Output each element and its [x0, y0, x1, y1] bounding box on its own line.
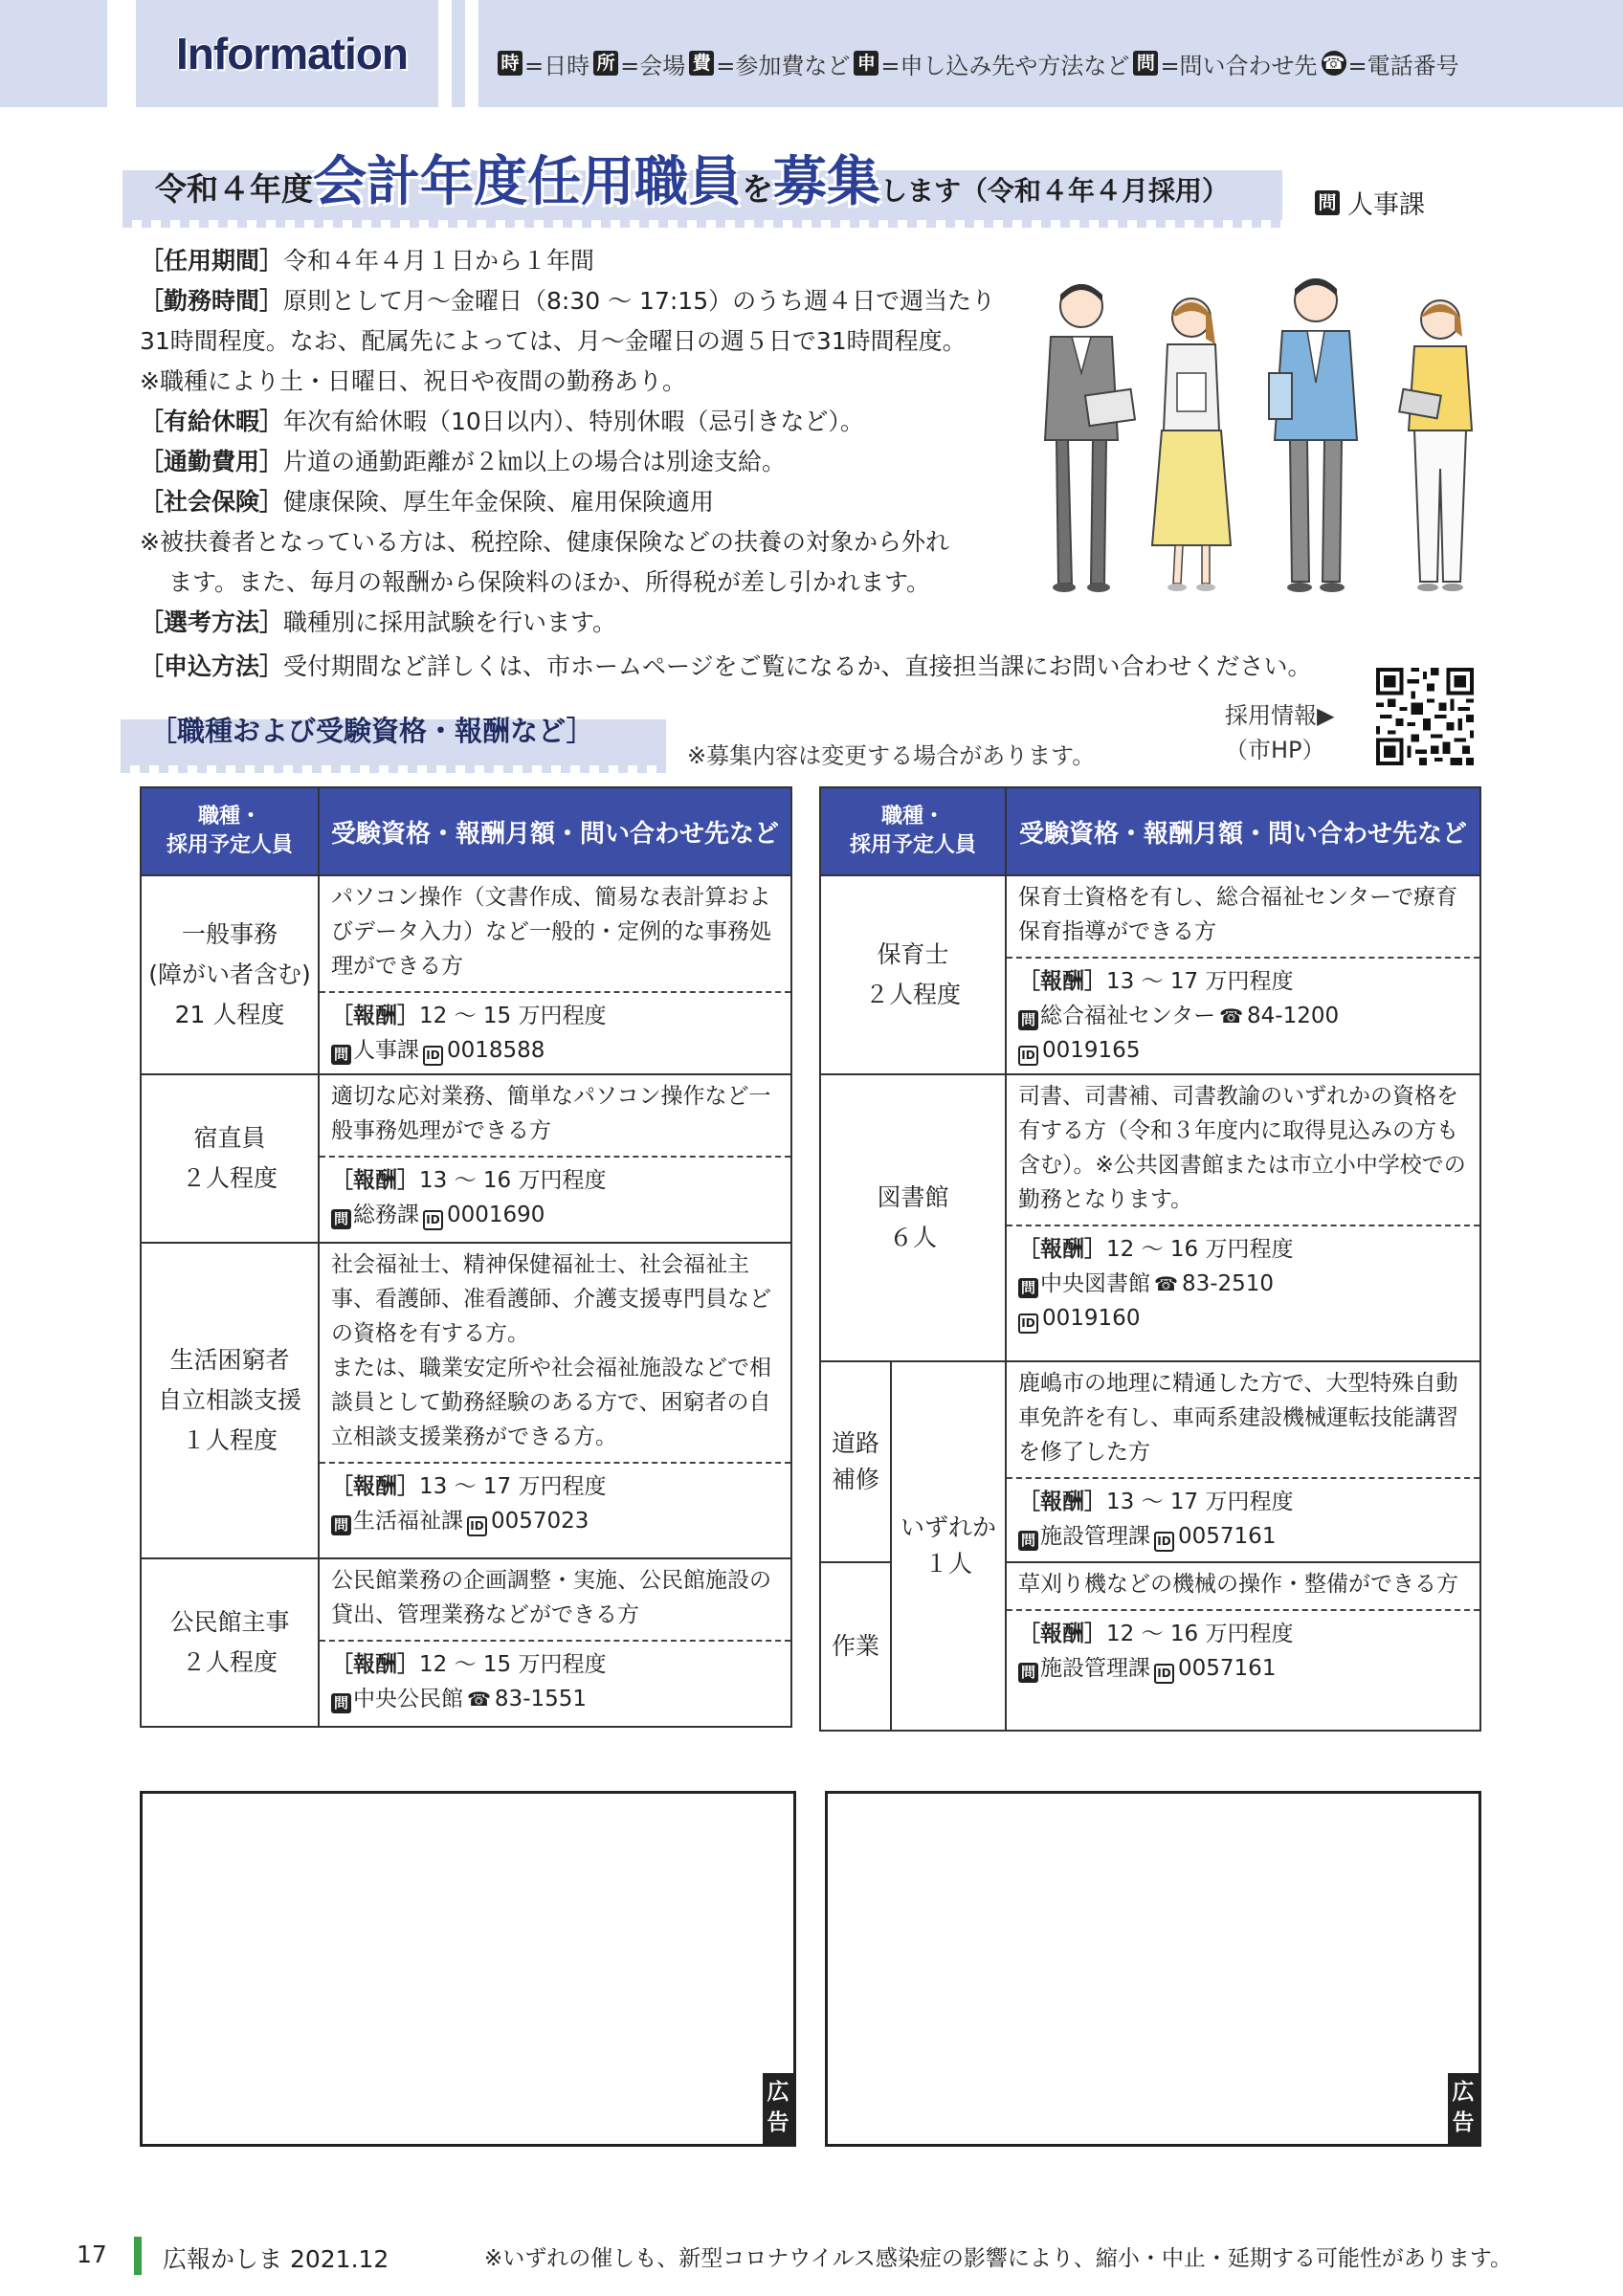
icon-legend	[498, 44, 1463, 82]
table-header-row	[820, 787, 1480, 875]
inquiry-icon: 問	[1315, 190, 1340, 215]
id-icon: ID	[423, 1210, 443, 1230]
ad-box-right[interactable]	[825, 1791, 1481, 2147]
body-line: ［通勤費用］片道の通勤距離が２㎞以上の場合は別途支給。	[140, 448, 787, 475]
job-name: 公民館主事 ２人程度	[141, 1558, 319, 1727]
table-header-row	[141, 787, 791, 875]
job-name: 道路 補修	[820, 1361, 891, 1562]
header-band-divider	[452, 0, 465, 107]
table-row	[820, 1361, 1480, 1562]
job-details: 草刈り機などの機械の操作・整備ができる方 ［報酬］12 ～ 16 万円程度 問 施設管理課 ID 0057161	[1006, 1562, 1480, 1731]
id-icon: ID	[423, 1046, 443, 1066]
phone-icon: ☎	[1154, 1272, 1178, 1295]
body-line: ※被扶養者となっている方は、税控除、健康保険などの扶養の対象から外れ	[140, 528, 949, 556]
job-headcount: いずれか １人	[891, 1361, 1006, 1731]
figure-man-blue	[1269, 278, 1357, 592]
table-row	[141, 1558, 791, 1727]
id-icon: ID	[1018, 1046, 1038, 1066]
footer-accent-bar	[134, 2237, 142, 2275]
apply-method: ［申込方法］受付期間など詳しくは、市ホームページをご覧になるか、直接担当課にお問い合わせください。	[140, 652, 1312, 680]
article-contact: 問 人事課	[1315, 184, 1425, 221]
publication-name: 広報かしま 2021.12	[163, 2245, 389, 2273]
header-band-left	[0, 0, 107, 107]
inquiry-icon: 問	[331, 1515, 351, 1535]
inquiry-icon: 問	[1018, 1010, 1038, 1030]
phone-icon: ☎	[1322, 53, 1345, 74]
job-details: 鹿嶋市の地理に精通した方で、大型特殊自動車免許を有し、車両系建設機械運転技能講習を修了した方 ［報酬］13 ～ 17 万円程度 問 施設管理課 ID 0057161	[1006, 1361, 1480, 1562]
job-name: 作業	[820, 1562, 891, 1731]
body-line: ［選考方法］職種別に採用試験を行います。	[140, 608, 617, 636]
ad-tag: 広告	[1448, 2073, 1478, 2144]
venue-icon: 所	[593, 51, 618, 76]
job-name: 一般事務 (障がい者含む) 21 人程度	[141, 875, 319, 1074]
datetime-icon: 時	[498, 51, 522, 76]
job-details: パソコン操作（文書作成、簡易な表計算およびデータ入力）など一般的・定例的な事務処理ができる方 ［報酬］12 ～ 15 万円程度 問 人事課 ID 0018588	[319, 875, 791, 1074]
legend-datetime: 時 =日時	[498, 47, 589, 80]
apply-icon: 申	[854, 51, 878, 76]
figure-woman-papers	[1152, 298, 1231, 591]
body-line: ［任用期間］令和４年４月１日から１年間	[140, 247, 595, 275]
col-header-job: 職種・ 採用予定人員	[820, 787, 1006, 875]
jobs-table-right	[819, 786, 1481, 1732]
job-details: 司書、司書補、司書教諭のいずれかの資格を有する方（令和３年度内に取得見込みの方も含む）。※公共図書館または市立小中学校での勤務となります。 ［報酬］12 ～ 16 万円程度 問 中央図書館 ☎ 83-2510 ID 0019160	[1006, 1074, 1480, 1361]
section-note: ※募集内容は変更する場合があります。	[687, 742, 1096, 769]
job-name: 保育士 ２人程度	[820, 875, 1006, 1074]
legend-inquiry: 問 =問い合わせ先	[1133, 47, 1317, 80]
col-header-job: 職種・ 採用予定人員	[141, 787, 319, 875]
id-icon: ID	[1018, 1314, 1038, 1334]
section-title: ［職種および受験資格・報酬など］	[149, 715, 594, 747]
table-row	[820, 875, 1480, 1074]
page-number: 17	[77, 2241, 107, 2268]
job-name: 宿直員 ２人程度	[141, 1074, 319, 1243]
inquiry-icon: 問	[331, 1045, 351, 1065]
job-name: 図書館 ６人	[820, 1074, 1006, 1361]
inquiry-icon: 問	[1018, 1531, 1038, 1551]
body-line: ［勤務時間］原則として月～金曜日（8:30 ～ 17:15）のうち週４日で週当たり	[140, 287, 996, 315]
table-row	[141, 1243, 791, 1558]
legend-apply: 申 =申し込み先や方法など	[854, 47, 1129, 80]
col-header-details: 受験資格・報酬月額・問い合わせ先など	[1006, 787, 1480, 875]
id-icon: ID	[467, 1516, 487, 1536]
body-line: ［社会保険］健康保険、厚生年金保険、雇用保険適用	[140, 488, 715, 516]
job-details: 保育士資格を有し、総合福祉センターで療育保育指導ができる方 ［報酬］13 ～ 17 万円程度 問 総合福祉センター ☎ 84-1200 ID 0019165	[1006, 875, 1480, 1074]
id-icon: ID	[1154, 1532, 1174, 1552]
page-footer	[0, 2233, 1623, 2281]
body-line: ます。また、毎月の報酬から保険料のほか、所得税が差し引かれます。	[168, 568, 931, 596]
inquiry-icon: 問	[331, 1209, 351, 1229]
article-body	[140, 241, 1030, 643]
footer-note: ※いずれの催しも、新型コロナウイルス感染症の影響により、縮小・中止・延期する可能性があります。	[484, 2246, 1513, 2271]
job-name: 生活困窮者 自立相談支援 １人程度	[141, 1243, 319, 1558]
body-line: 31時間程度。なお、配属先によっては、月～金曜日の週５日で31時間程度。	[140, 327, 967, 355]
id-icon: ID	[1154, 1664, 1174, 1684]
hp-label: 採用情報▶ （市HP）	[1225, 702, 1335, 763]
col-header-details: 受験資格・報酬月額・問い合わせ先など	[319, 787, 791, 875]
job-details: 適切な応対業務、簡単なパソコン操作など一般事務処理ができる方 ［報酬］13 ～ 16 万円程度 問 総務課 ID 0001690	[319, 1074, 791, 1243]
phone-icon: ☎	[467, 1688, 491, 1711]
figure-woman-tablet	[1399, 300, 1472, 591]
ad-box-left[interactable]	[140, 1791, 796, 2147]
section-label-text: Information	[176, 29, 408, 78]
body-line: ［有給休暇］年次有給休暇（10日以内）、特別休暇（忌引きなど）。	[140, 408, 864, 435]
phone-icon: ☎	[1219, 1004, 1244, 1027]
job-details: 社会福祉士、精神保健福祉士、社会福祉主事、看護師、准看護師、介護支援専門員などの資格を有する方。 または、職業安定所や社会福祉施設などで相談員として勤務経験のある方で、困窮者の自立相談支援業務ができる方。 ［報酬］13 ～ 17 万円程度 問 生活福祉課 ID 0057023	[319, 1243, 791, 1558]
figure-man-laptop	[1045, 284, 1135, 592]
section-label	[153, 13, 431, 94]
inquiry-icon: 問	[1133, 51, 1158, 76]
legend-phone: ☎ =電話番号	[1322, 52, 1459, 79]
jobs-table-left	[140, 786, 792, 1728]
inquiry-icon: 問	[1018, 1663, 1038, 1683]
ad-tag: 広告	[763, 2073, 793, 2144]
fee-icon: 費	[689, 51, 714, 76]
table-row	[820, 1074, 1480, 1361]
inquiry-icon: 問	[331, 1693, 351, 1713]
article-title: 令和４年度 会計年度任用職員 を 募集 します（令和４年４月採用）	[155, 151, 1230, 213]
legend-fee: 費 =参加費など	[689, 47, 850, 80]
body-line: ※職種により土・日曜日、祝日や夜間の勤務あり。	[140, 367, 686, 395]
staff-illustration	[1034, 277, 1512, 603]
legend-venue: 所 =会場	[593, 47, 685, 80]
table-row	[141, 875, 791, 1074]
qr-code-icon[interactable]	[1376, 668, 1474, 765]
page-header	[0, 0, 1623, 107]
job-details: 公民館業務の企画調整・実施、公民館施設の貸出、管理業務などができる方 ［報酬］12 ～ 15 万円程度 問 中央公民館 ☎ 83-1551	[319, 1558, 791, 1727]
table-row	[141, 1074, 791, 1243]
inquiry-icon: 問	[1018, 1278, 1038, 1298]
